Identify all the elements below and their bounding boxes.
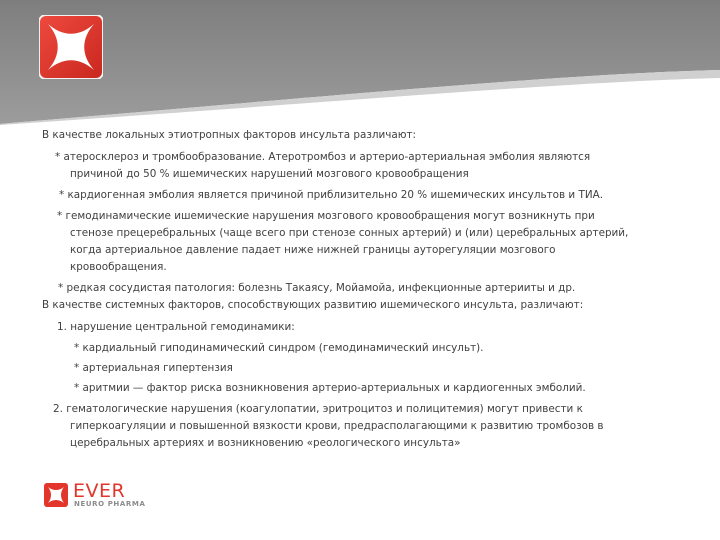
text-line: гиперкоагуляции и повышенной вязкости крови, предрасполагающими к развитию тромбозов в xyxy=(70,420,604,432)
footer-logo xyxy=(44,481,184,511)
text-line: * редкая сосудистая патология: болезнь Такаясу, Мойамойа, инфекционные артерииты и др. xyxy=(58,282,576,294)
text-line: В качестве системных факторов, способствующих развитию ишемического инсульта, различают: xyxy=(42,299,584,311)
ever-logo-icon xyxy=(44,483,68,507)
text-line: 1. нарушение центральной гемодинамики: xyxy=(57,321,295,333)
text-line: 2. гематологические нарушения (коагулопатии, эритроцитоз и полицитемия) могут привести к xyxy=(53,403,583,415)
text-line: * аритмии — фактор риска возникновения артерио-артериальных и кардиогенных эмболий. xyxy=(74,382,586,394)
brand-name: EVER xyxy=(73,480,126,502)
text-line: * гемодинамические ишемические нарушения мозгового кровообращения могут возникнуть при xyxy=(57,210,595,222)
text-line: * атеросклероз и тромбообразование. Атеротромбоз и артерио-артериальная эмболия являются xyxy=(55,151,591,163)
text-line: В качестве локальных этиотропных факторов инсульта различают: xyxy=(42,129,417,141)
text-line: причиной до 50 % ишемических нарушений мозгового кровообращения xyxy=(70,168,469,180)
text-line: кровообращения. xyxy=(70,261,167,273)
text-line: когда артериальное давление падает ниже нижней границы ауторегуляции мозгового xyxy=(70,244,556,256)
brand-subtitle: NEURO PHARMA xyxy=(74,500,146,508)
text-line: церебральных артериях и возникновению «реологического инсульта» xyxy=(70,437,461,449)
text-line: * артериальная гипертензия xyxy=(74,362,233,374)
text-line: * кардиогенная эмболия является причиной приблизительно 20 % ишемических инсультов и ТИА. xyxy=(59,189,604,201)
text-line: стенозе прецеребральных (чаще всего при стенозе сонных артерий) и (или) церебральных артерий, xyxy=(70,227,629,239)
text-line: * кардиальный гиподинамический синдром (гемодинамический инсульт). xyxy=(74,342,484,354)
